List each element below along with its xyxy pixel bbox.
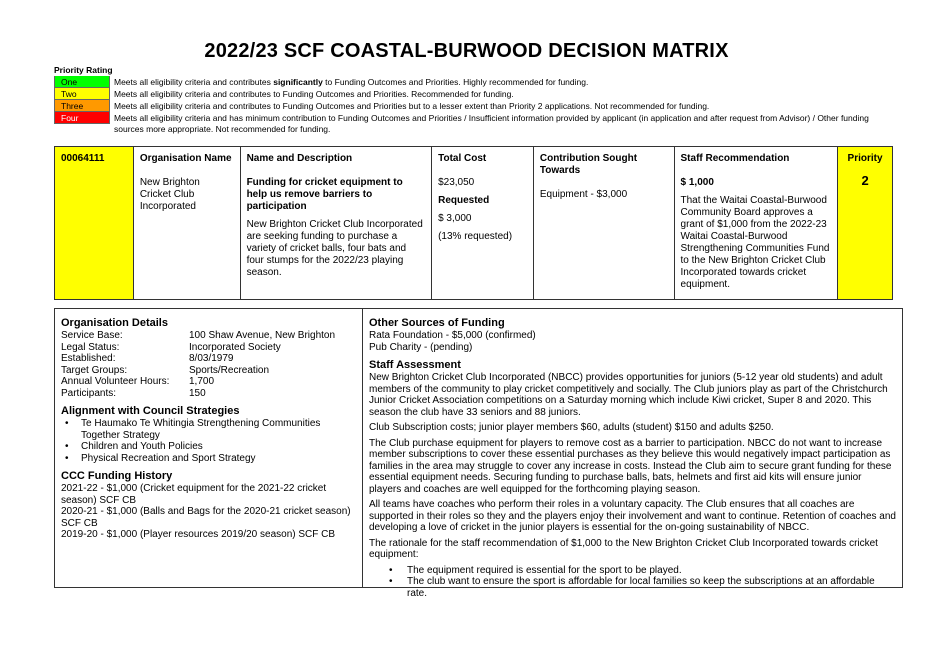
bullet-icon: • — [389, 564, 393, 576]
legend-row-one — [54, 76, 894, 88]
legend-row-two — [54, 88, 894, 100]
contribution-value: Equipment - $3,000 — [539, 189, 628, 200]
staff-recommendation-amount: $ 1,000 — [680, 177, 714, 188]
legend-swatch-three: Three — [54, 100, 110, 112]
assessment-paragraph: The rationale for the staff recommendation of $1,000 to the New Brighton Cricket Club Incorporated towards cricket equipment: — [369, 537, 878, 560]
legend-heading: Priority Rating — [54, 65, 113, 75]
funding-history-heading: CCC Funding History — [61, 470, 173, 482]
priority-header: Priority — [847, 153, 883, 164]
legend-text-one: Meets all eligibility criteria and contributes significantly to Funding Outcomes and Priorities. Highly recommended for funding. — [114, 77, 589, 87]
organisation-details-heading: Organisation Details — [61, 317, 168, 329]
application-id: 00064111 — [61, 153, 105, 164]
detail-key: Service Base: — [61, 330, 123, 341]
detail-value: 150 — [189, 387, 206, 399]
application-id-cell — [55, 147, 134, 299]
detail-key: Annual Volunteer Hours: — [61, 376, 170, 387]
detail-row — [61, 330, 356, 342]
total-cost-cell — [432, 147, 534, 299]
rationale-item: The equipment required is essential for the sport to be played. — [407, 564, 682, 576]
detail-value: 100 Shaw Avenue, New Brighton — [189, 330, 336, 341]
detail-key: Participants: — [61, 387, 117, 399]
list-item — [369, 576, 896, 599]
legend-text-four: Meets all eligibility criteria and has minimum contribution to Funding Outcomes and Priorities / Insufficient information provided by applicant (in application and after request from Advisor) / Other funding sources more appropriate. Not recommended for funding. — [114, 113, 869, 134]
history-item: 2020-21 - $1,000 (Balls and Bags for the 2020-21 cricket season) SCF CB — [61, 506, 351, 529]
left-column — [55, 309, 363, 587]
detail-value: 1,700 — [189, 376, 215, 387]
detail-value: Incorporated Society — [189, 341, 281, 353]
detail-key: Legal Status: — [61, 341, 120, 353]
project-description: New Brighton Cricket Club Incorporated are seeking funding to purchase a variety of cricket balls, four bats and four stumps for the 2022/23 playing season. — [246, 219, 423, 278]
list-item — [61, 453, 356, 465]
legend-swatch-two: Two — [54, 88, 110, 100]
requested-label: Requested — [438, 195, 490, 206]
organisation-header: Organisation Name — [139, 153, 232, 164]
alignment-item: Physical Recreation and Sport Strategy — [81, 452, 256, 464]
staff-assessment-heading: Staff Assessment — [369, 359, 461, 371]
detail-key: Target Groups: — [61, 364, 128, 376]
staff-recommendation-header: Staff Recommendation — [680, 153, 790, 164]
total-cost-header: Total Cost — [438, 153, 487, 164]
legend-swatch-one: One — [54, 76, 110, 88]
legend-row-four — [54, 112, 894, 134]
organisation-value: New Brighton Cricket Club Incorporated — [139, 177, 200, 212]
alignment-item: Children and Youth Policies — [81, 441, 203, 452]
detail-row — [61, 353, 356, 365]
organisation-cell — [134, 147, 241, 299]
bullet-icon: • — [65, 418, 69, 429]
details-panel — [54, 308, 903, 599]
total-cost-value: $23,050 — [438, 177, 475, 188]
assessment-paragraph: The Club purchase equipment for players to remove cost as a barrier to participation. NBCC do not want to increase member subscriptions to cover these essential purchases as they believe this would negatively impact participation as families in the area may struggle to cover any increase in costs. Instead the Club aim to secure grant funding for these essential equipment needs. Securing funding to purchase balls, bats, helmets and first aid kits will ensure junior players and coaches are well equipped for the forthcoming playing season. — [369, 437, 892, 495]
history-item: 2021-22 - $1,000 (Cricket equipment for the 2021-22 cricket season) SCF CB — [61, 483, 327, 506]
rationale-item: The club want to ensure the sport is affordable for local families so keep the subscriptions at an affordable rate. — [407, 576, 875, 599]
priority-value: 2 — [861, 173, 869, 188]
detail-row — [61, 388, 356, 400]
assessment-paragraph: Club Subscription costs; junior player members $60, adults (student) $150 and adults $250. — [369, 422, 774, 433]
other-funding-heading: Other Sources of Funding — [369, 317, 505, 329]
bullet-icon: • — [65, 452, 69, 464]
list-item — [61, 418, 356, 441]
detail-row — [61, 342, 356, 354]
page-title: 2022/23 SCF COASTAL-BURWOOD DECISION MATRIX — [204, 40, 729, 62]
requested-value: $ 3,000 — [438, 213, 472, 224]
detail-row — [61, 376, 356, 388]
project-title: Funding for cricket equipment to help us remove barriers to participation — [246, 177, 403, 212]
staff-recommendation-cell — [675, 147, 839, 299]
list-item — [61, 441, 356, 453]
legend-swatch-four: Four — [54, 112, 110, 124]
other-funding-item: Rata Foundation - $5,000 (confirmed) — [369, 330, 536, 341]
legend-text-three: Meets all eligibility criteria and contributes to Funding Outcomes and Priorities but to a lesser extent than Priority 2 applications. Not recommended for funding. — [114, 101, 710, 111]
bullet-icon: • — [65, 441, 69, 452]
bullet-icon: • — [389, 576, 393, 587]
legend-text-two: Meets all eligibility criteria and contributes to Funding Outcomes and Priorities. Recommended for funding. — [114, 89, 514, 99]
name-description-header: Name and Description — [246, 153, 353, 164]
assessment-paragraph: New Brighton Cricket Club Incorporated (NBCC) provides opportunities for juniors (5-12 year old students) and adult members of the community to play cricket competitively and socially. The Club juniors play as part of the Christchurch Junior Cricket Association competitions on a Saturday morning which include Kiwi cricket, Super 8 and 2020. This season the club have 33 seniors and 88 juniors. — [369, 372, 888, 418]
priority-cell — [838, 147, 892, 299]
detail-key: Established: — [61, 353, 116, 364]
history-item: 2019-20 - $1,000 (Player resources 2019/20 season) SCF CB — [61, 529, 336, 540]
other-funding-item: Pub Charity - (pending) — [369, 341, 473, 353]
contribution-cell — [534, 147, 675, 299]
contribution-header: Contribution Sought Towards — [539, 153, 638, 176]
detail-value: Sports/Recreation — [189, 364, 270, 376]
legend-row-three — [54, 100, 894, 112]
detail-row — [61, 365, 356, 377]
decision-matrix-row — [54, 146, 893, 300]
staff-recommendation-text: That the Waitai Coastal-Burwood Community Board approves a grant of $1,000 from the 2022-23 Waitai Coastal-Burwood Strengthening Communities Fund to the New Brighton Cricket Club Incorporated towards cricket equipment. — [680, 195, 830, 290]
alignment-heading: Alignment with Council Strategies — [61, 405, 240, 417]
requested-percent: (13% requested) — [438, 231, 513, 242]
list-item — [369, 565, 896, 577]
assessment-paragraph: All teams have coaches who perform their roles in a voluntary capacity. The Club ensures that all coaches are supported in their roles so they and the players enjoy their involvement and want to continue. Retention of coaches and developing a love of cricket in the junior players is essential for the on-going sustainability of NBCC. — [369, 499, 896, 533]
name-description-cell — [241, 147, 433, 299]
right-column — [363, 309, 902, 599]
alignment-item: Te Haumako Te Whitingia Strengthening Communities Together Strategy — [81, 418, 321, 441]
priority-legend — [54, 65, 894, 134]
detail-value: 8/03/1979 — [189, 353, 234, 364]
